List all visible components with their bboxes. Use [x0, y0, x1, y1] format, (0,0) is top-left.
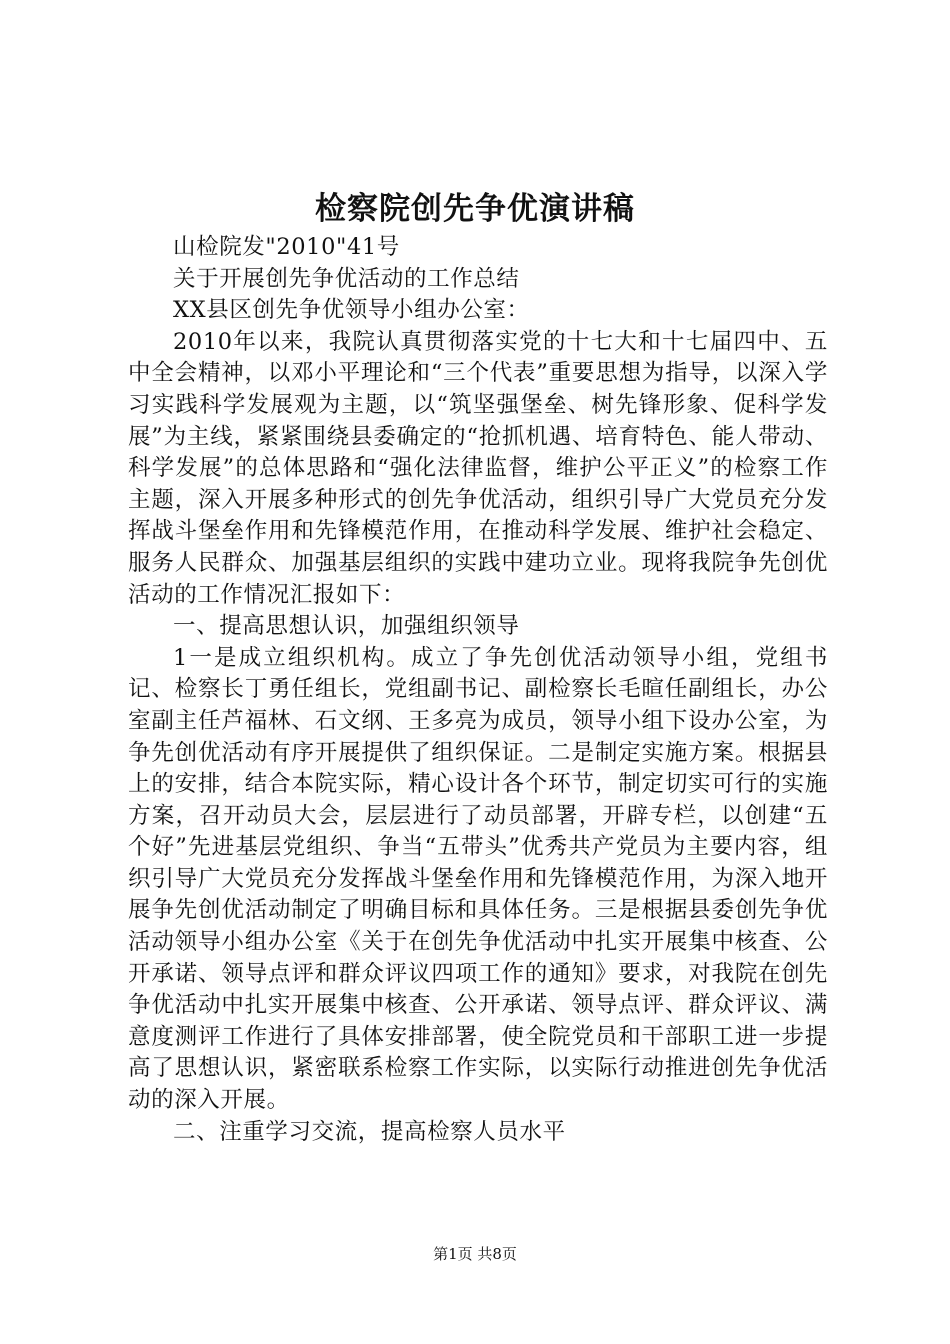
document-recipient: XX县区创先争优领导小组办公室：	[173, 297, 530, 324]
document-number: 山检院发"2010"41号	[173, 234, 400, 260]
page-indicator: 第1页 共8页	[433, 1245, 517, 1263]
section-heading-2: 二、注重学习交流，提高检察人员水平	[173, 1118, 566, 1145]
document-title: 检察院创先争优演讲稿	[315, 191, 635, 227]
document-subject: 关于开展创先争优活动的工作总结	[173, 265, 520, 292]
document-body	[128, 232, 828, 1148]
paragraph-intro: 2010年以来，我院认真贯彻落实党的十七大和十七届四中、五中全会精神，以邓小平理论和“三个代表”重要思想为指导，以深入学习实践科学发展观为主题，以“筑坚强堡垒、树先锋形象、促科学发展”为主线，紧紧围绕县委确定的“抢抓机遇、培育特色、能人带动、科学发展”的总体思路和“强化法律监督，维护公平正义”的检察工作主题，深入开展多种形式的创先争优活动，组织引导广大党员充分发挥战斗堡垒作用和先锋模范作用，在推动科学发展、维护社会稳定、服务人民群众、加强基层组织的实践中建功立业。现将我院争先创优活动的工作情况汇报如下：	[128, 328, 828, 608]
paragraph-section-1: 1一是成立组织机构。成立了争先创优活动领导小组，党组书记、检察长丁勇任组长，党组副书记、副检察长毛暄任副组长，办公室副主任芦福林、石文纲、王多亮为成员，领导小组下设办公室，为争先创优活动有序开展提供了组织保证。二是制定实施方案。根据县上的安排，结合本院实际，精心设计各个环节，制定切实可行的实施方案，召开动员大会，层层进行了动员部署，开辟专栏，以创建“五个好”先进基层党组织、争当“五带头”优秀共产党员为主要内容，组织引导广大党员充分发挥战斗堡垒作用和先锋模范作用，为深入地开展争先创优活动制定了明确目标和具体任务。三是根据县委创先争优活动领导小组办公室《关于在创先争优活动中扎实开展集中核查、公开承诺、领导点评和群众评议四项工作的通知》要求，对我院在创先争优活动中扎实开展集中核查、公开承诺、领导点评、群众评议、满意度测评工作进行了具体安排部署，使全院党员和干部职工进一步提高了思想认识，紧密联系检察工作实际，以实际行动推进创先争优活动的深入开展。	[128, 644, 828, 1114]
section-heading-1: 一、提高思想认识，加强组织领导	[173, 613, 520, 640]
